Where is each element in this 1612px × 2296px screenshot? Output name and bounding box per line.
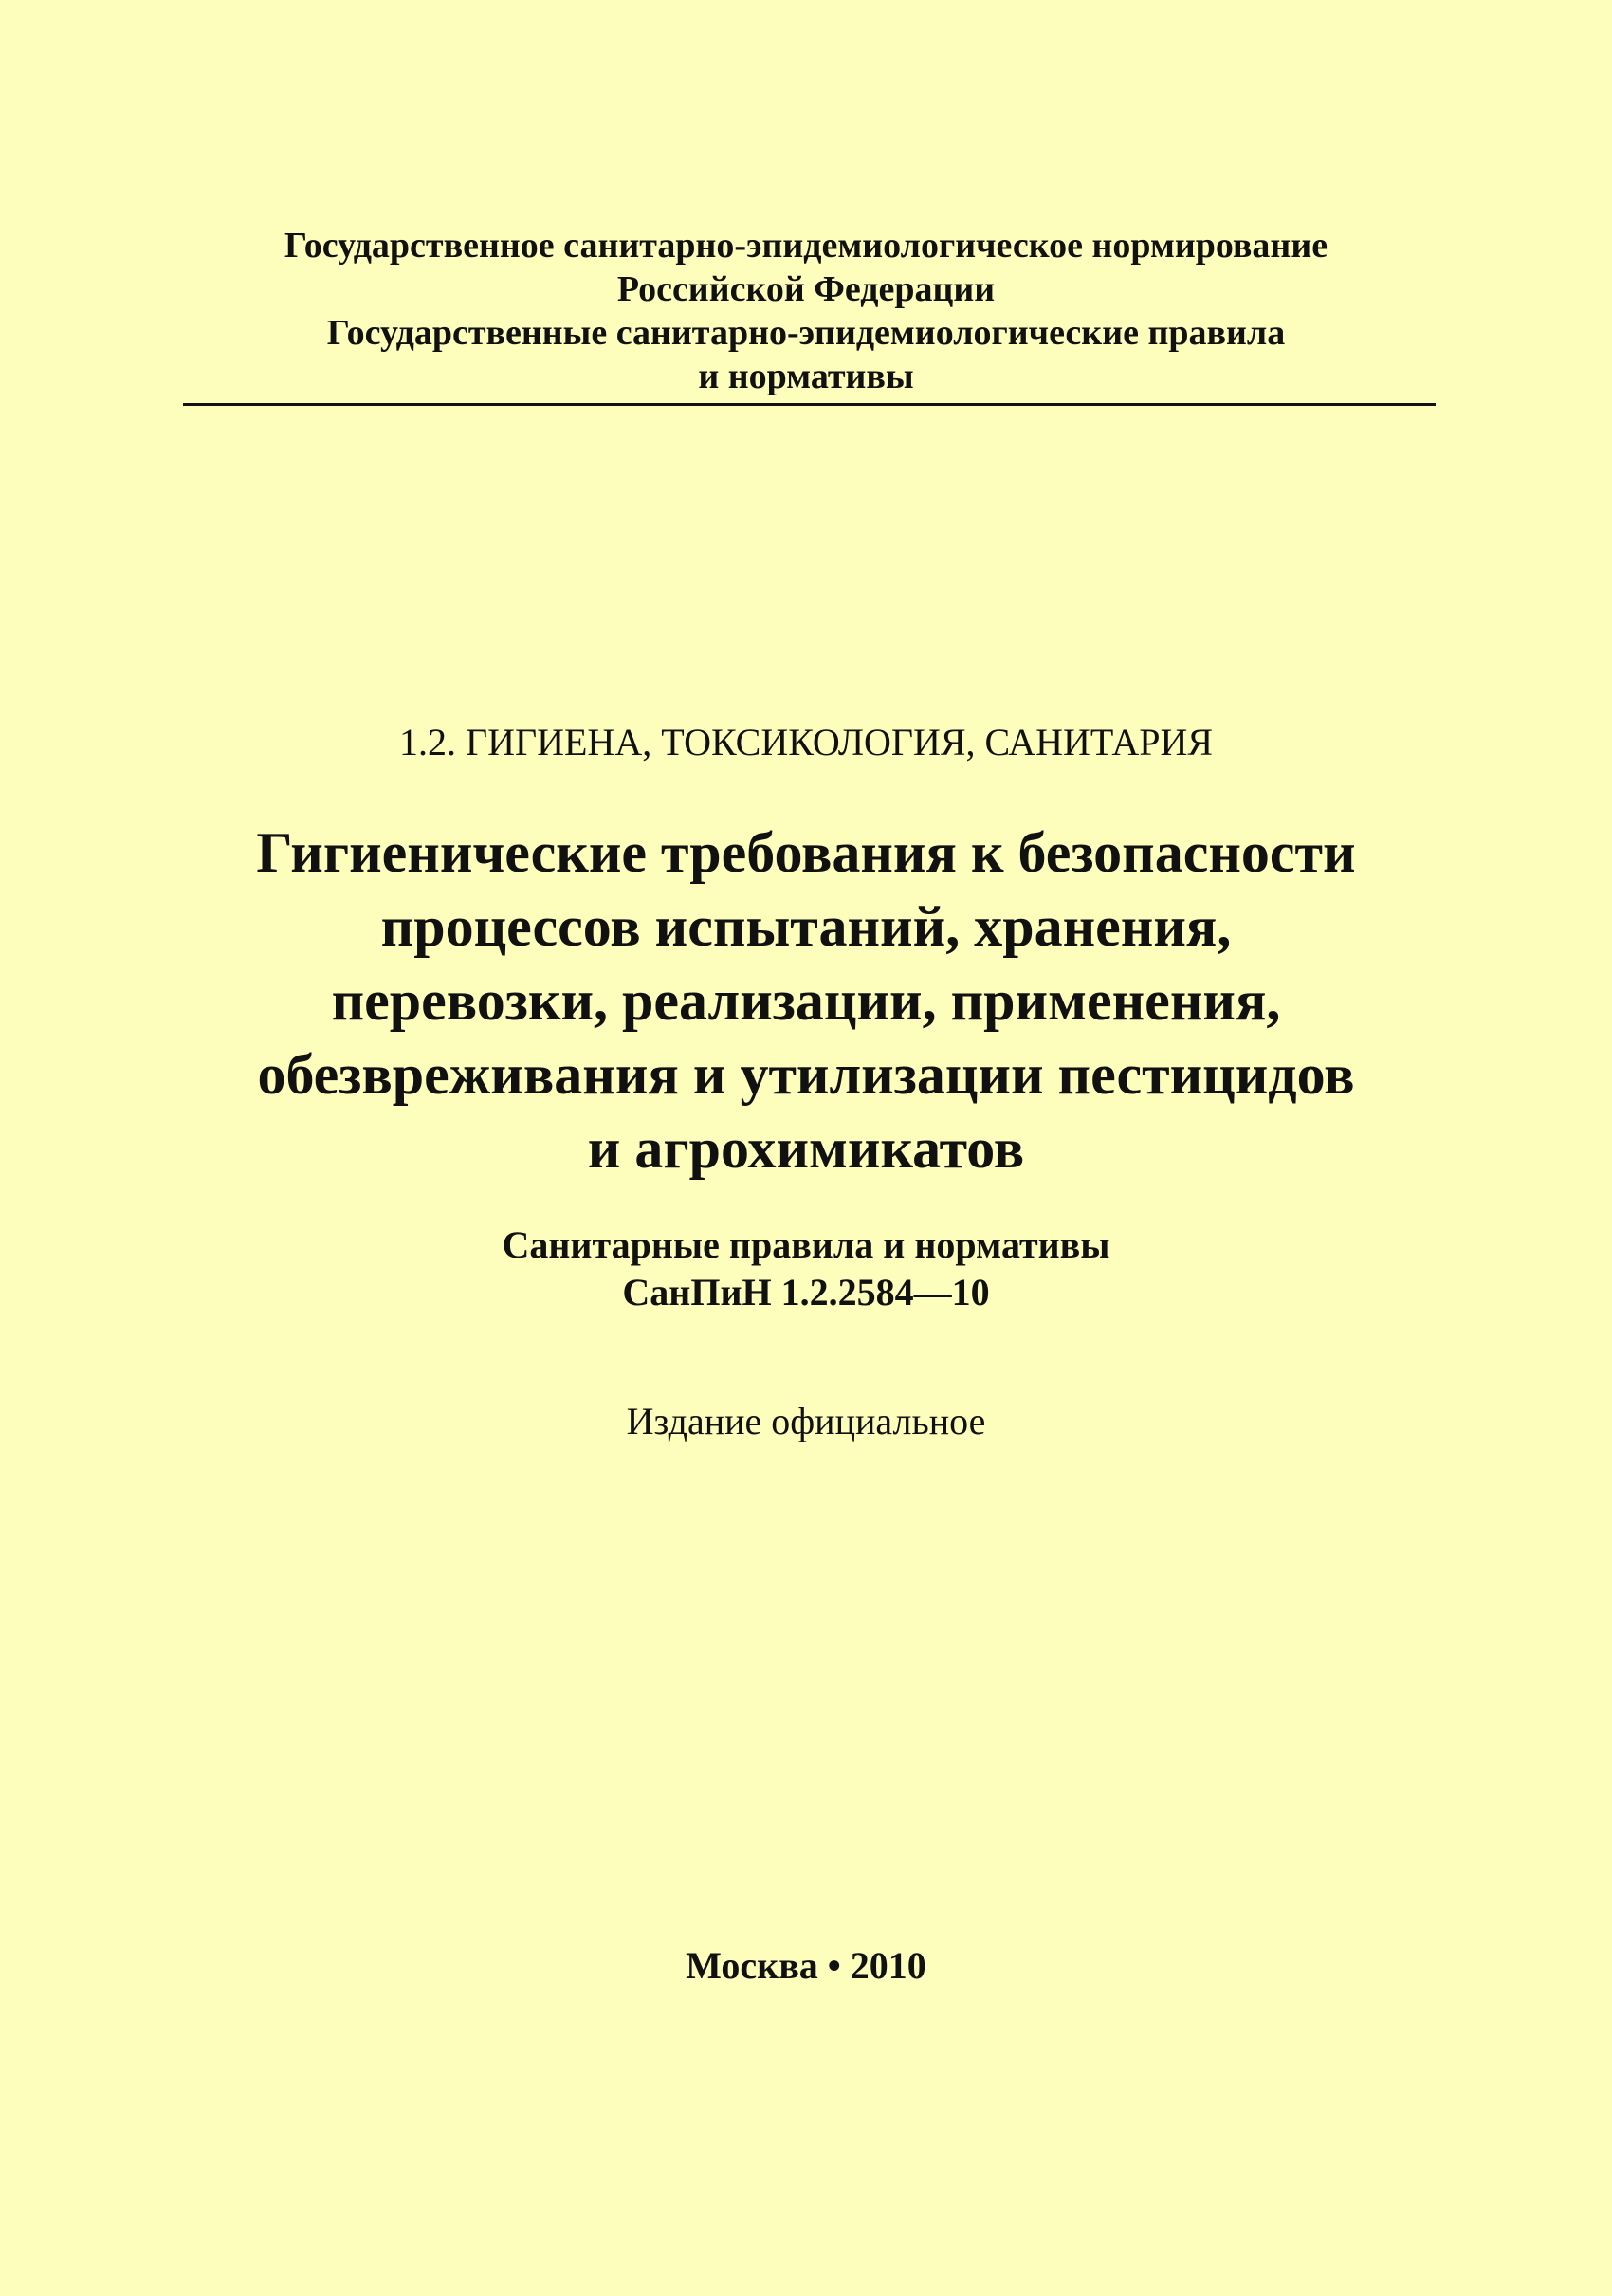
header-line-4: и нормативы [698, 357, 914, 396]
document-type [0, 1221, 1612, 1316]
issuing-authority-header [0, 224, 1612, 398]
title-line-3: перевозки, реализации, применения, [331, 969, 1281, 1032]
title-line-2: процессов испытаний, хранения, [380, 895, 1232, 958]
title-line-1: Гигиенические требования к безопасности [256, 821, 1356, 884]
document-type-label: Санитарные правила и нормативы [502, 1223, 1110, 1266]
section-label: 1.2. ГИГИЕНА, ТОКСИКОЛОГИЯ, САНИТАРИЯ [398, 721, 1214, 763]
header-line-3: Государственные санитарно-эпидемиологические правила [326, 313, 1286, 353]
publication-imprint: Москва • 2010 [686, 1944, 926, 1987]
header-line-2: Российской Федерации [616, 269, 996, 309]
edition-note: Издание официальное [626, 1400, 986, 1442]
title-line-5: и агрохимикатов [587, 1117, 1025, 1180]
header-line-1: Государственное санитарно-эпидемиологическое нормирование [284, 226, 1328, 266]
document-title [0, 816, 1612, 1185]
document-code: СанПиН 1.2.2584—10 [622, 1271, 990, 1313]
title-line-4: обезвреживания и утилизации пестицидов [257, 1043, 1355, 1106]
header-divider [183, 403, 1436, 406]
